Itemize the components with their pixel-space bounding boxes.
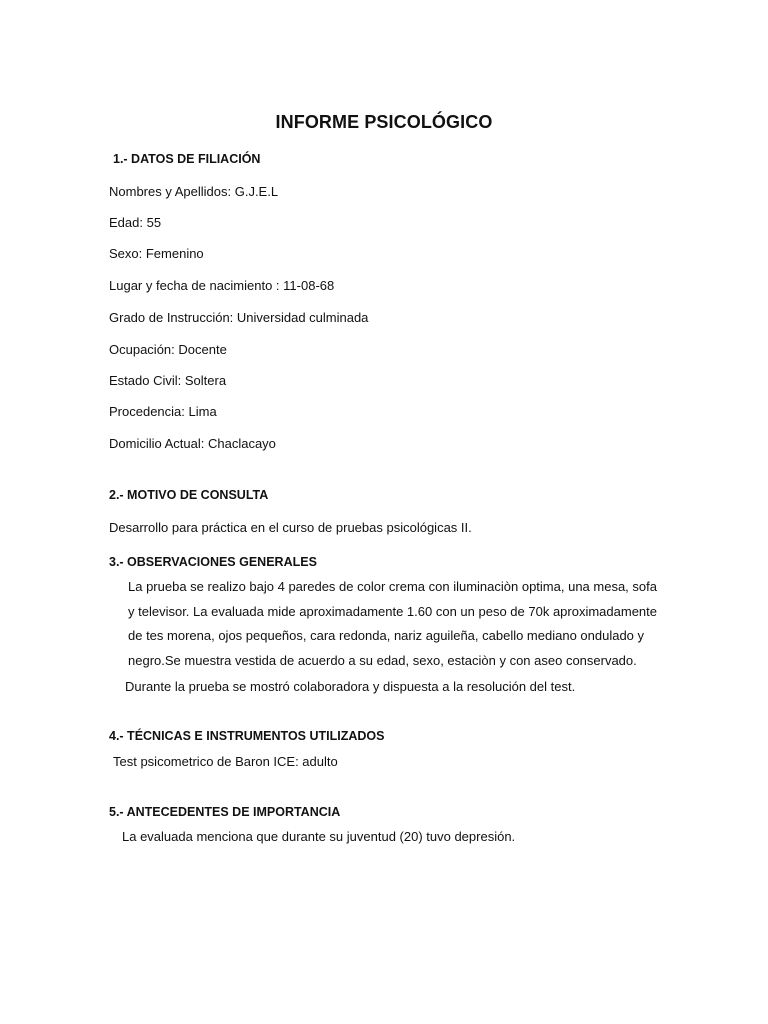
antecedentes-text: La evaluada menciona que durante su juventud (20) tuvo depresión. <box>122 829 516 844</box>
field-lugar-fecha-nacimiento: Lugar y fecha de nacimiento : 11-08-68 <box>109 278 335 293</box>
observaciones-line: negro.Se muestra vestida de acuerdo a su edad, sexo, estaciòn y con aseo conservado. <box>128 653 637 668</box>
section-heading-tecnicas: 4.- TÉCNICAS E INSTRUMENTOS UTILIZADOS <box>109 729 385 743</box>
field-procedencia: Procedencia: Lima <box>109 404 217 419</box>
observaciones-line: de tes morena, ojos pequeños, cara redonda, nariz aguileña, cabello mediano ondulado y <box>128 628 645 643</box>
observaciones-line: La prueba se realizo bajo 4 paredes de color crema con iluminaciòn optima, una mesa, sofa <box>128 579 657 594</box>
field-nombres: Nombres y Apellidos: G.J.E.L <box>109 184 279 199</box>
field-edad: Edad: 55 <box>109 215 162 230</box>
field-grado-instruccion: Grado de Instrucción: Universidad culminada <box>109 310 369 325</box>
section-heading-antecedentes: 5.- ANTECEDENTES DE IMPORTANCIA <box>109 805 341 819</box>
observaciones-line: y televisor. La evaluada mide aproximadamente 1.60 con un peso de 70k aproximadamente <box>128 604 657 619</box>
observaciones-line: Durante la prueba se mostró colaboradora y dispuesta a la resolución del test. <box>125 679 576 694</box>
field-estado-civil: Estado Civil: Soltera <box>109 373 227 388</box>
section-heading-observaciones: 3.- OBSERVACIONES GENERALES <box>109 555 317 569</box>
section-heading-motivo-consulta: 2.- MOTIVO DE CONSULTA <box>109 488 269 502</box>
document-title: INFORME PSICOLÓGICO <box>275 112 493 132</box>
tecnicas-text: Test psicometrico de Baron ICE: adulto <box>113 754 338 769</box>
section-heading-datos-filiacion: 1.- DATOS DE FILIACIÓN <box>113 152 261 166</box>
field-sexo: Sexo: Femenino <box>109 246 204 261</box>
motivo-consulta-text: Desarrollo para práctica en el curso de pruebas psicológicas II. <box>109 520 472 535</box>
field-ocupacion: Ocupación: Docente <box>109 342 227 357</box>
field-domicilio: Domicilio Actual: Chaclacayo <box>109 436 276 451</box>
